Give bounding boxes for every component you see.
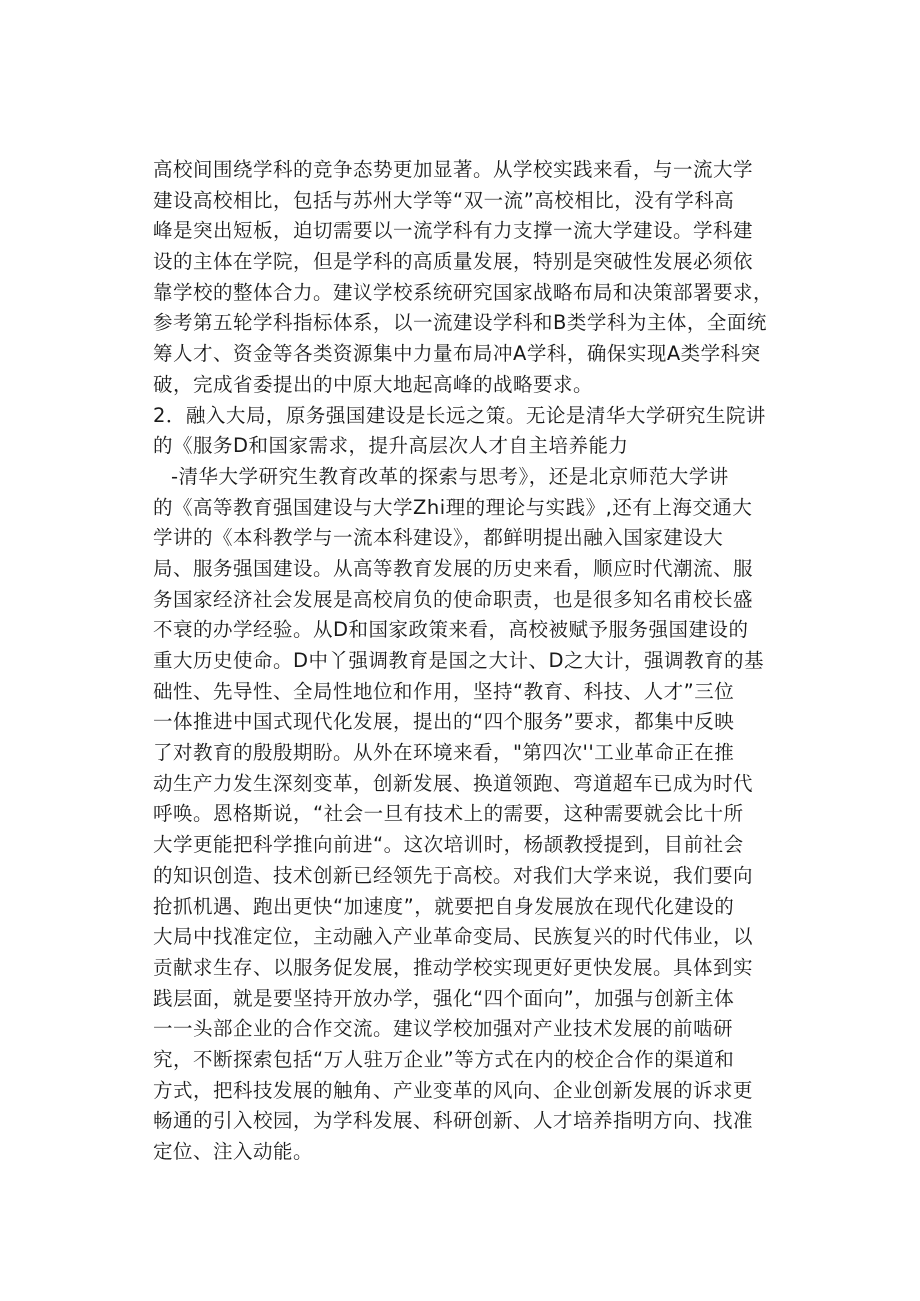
text-line: 的知识创造、技术创新已经领先于高校。对我们大学来说，我们要向 — [153, 863, 754, 887]
text-line: 定位、注入动能。 — [153, 1140, 314, 1163]
text-line: 峰是突出短板，迫切需要以一流学科有力支撑一流大学建设。学科建 — [153, 219, 754, 243]
text-line: 靠学校的整体合力。建议学校系统研究国家战略布局和决策部署要求， — [153, 280, 774, 304]
text-line: 畅通的引入校园，为学科发展、科研创新、人才培养指明方向、找准 — [153, 1109, 754, 1133]
text-line: 学讲的《本科教学与一流本科建设》，都鲜明提出融入国家建设大 — [153, 526, 724, 550]
text-line: 高校间围绕学科的竞争态势更加显著。从学校实践来看，与一流大学 — [153, 158, 754, 181]
text-line: 贡献求生存、以服务促发展，推动学校实现更好更快发展。具体到实 — [153, 955, 754, 979]
text-line: 务国家经济社会发展是高校肩负的使命职责，也是很多知名甫校长盛 — [153, 587, 754, 611]
body-text — [153, 155, 793, 1168]
text-line: 究，不断探索包括“万人驻万企业”等方式在内的校企合作的渠道和 — [153, 1047, 735, 1071]
text-line: 破，完成省委提出的中原大地起高峰的战略要求。 — [153, 372, 594, 396]
text-line: 的《高等教育强国建设与大学Zhi理的理论与实践》,还有上海交通大 — [153, 495, 753, 519]
section-heading-line: 2．融入大局，原务强国建设是长远之策。无论是清华大学研究生院讲 — [153, 403, 766, 427]
text-line: 一一头部企业的合作交流。建议学校加强对产业技术发展的前啮研 — [153, 1017, 734, 1041]
text-line: 础性、先导性、全局性地位和作用，坚持“教育、科技、人才”三位 — [153, 679, 735, 703]
text-line: 的《服务D和国家需求，提升高层次人才自主培养能力 — [153, 434, 629, 458]
text-line: 一体推进中国式现代化发展，提出的“四个服务”要求，都集中反映 — [153, 710, 735, 734]
text-line: 不衰的办学经验。从D和国家政策来看，高校被赋予服务强国建设的 — [153, 618, 749, 642]
text-line: 筹人才、资金等各类资源集中力量布局冲A学科，确保实现A类学科突 — [153, 342, 761, 366]
text-line: 参考第五轮学科指标体系，以一流建设学科和B类学科为主体，全面统 — [153, 311, 767, 335]
text-line: -清华大学研究生教育改革的探索与思考》，还是北京师范大学讲 — [171, 464, 729, 488]
text-line: 了对教育的殷殷期盼。从外在环境来看，"第四次''工业革命正在推 — [153, 741, 735, 765]
text-line: 建设高校相比，包括与苏州大学等“双一流”高校相比，没有学科高 — [153, 188, 735, 212]
text-line: 局、服务强国建设。从高等教育发展的历史来看，顺应时代潮流、服 — [153, 556, 754, 580]
text-line: 呼唤。恩格斯说，“社会一旦有技术上的需要，这种需要就会比十所 — [153, 802, 744, 826]
text-line: 大局中找准定位，主动融入产业革命变局、民族复兴的时代伟业，以 — [153, 925, 754, 949]
text-line: 设的主体在学院，但是学科的高质量发展，特别是突破性发展必须依 — [153, 250, 754, 274]
text-line: 重大历史使命。D中丫强调教育是国之大计、D之大计，强调教育的基 — [153, 649, 765, 672]
text-line: 大学更能把科学推向前进“。这次培训时，杨颉教授提到，目前社会 — [153, 833, 744, 857]
text-line: 践层面，就是要坚持开放办学，强化“四个面向”，加强与创新主体 — [153, 986, 735, 1010]
text-line: 抢抓机遇、跑出更快“加速度”，就要把自身发展放在现代化建设的 — [153, 894, 735, 918]
text-line: 动生产力发生深刻变革，创新发展、换道领跑、弯道超车已成为时代 — [153, 771, 754, 795]
text-line: 方式，把科技发展的触角、产业变革的风向、企业创新发展的诉求更 — [153, 1078, 754, 1102]
